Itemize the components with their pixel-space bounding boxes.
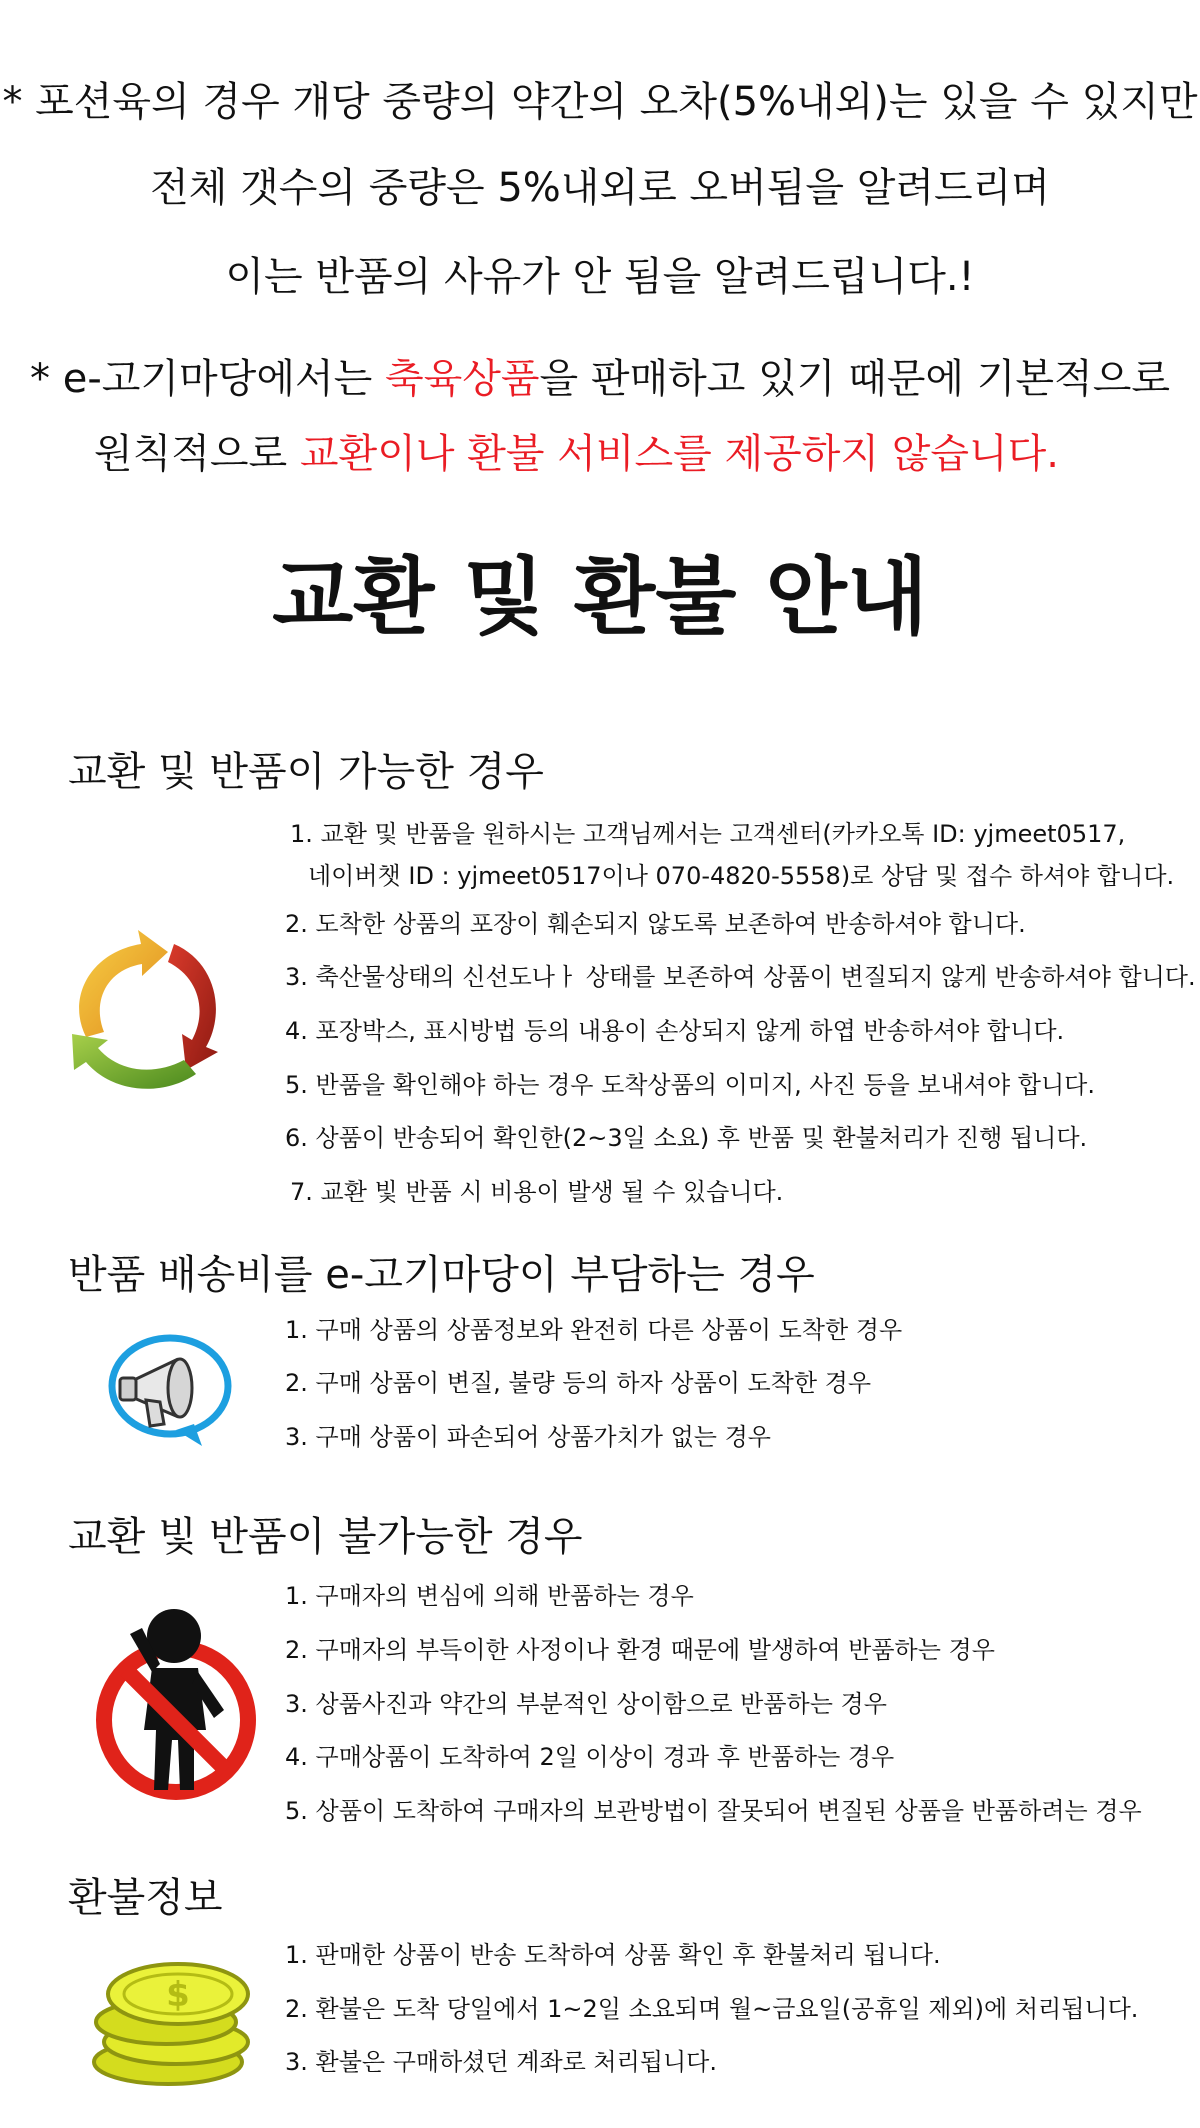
notice-line-1: * 포션육의 경우 개당 중량의 약간의 오차(5%내외)는 있을 수 있지만 xyxy=(2,79,1198,125)
list-item: 3. 구매 상품이 파손되어 상품가치가 없는 경우 xyxy=(285,1423,771,1451)
recycle-arrows-icon xyxy=(56,922,236,1102)
list-item: 1. 구매자의 변심에 의해 반품하는 경우 xyxy=(285,1582,694,1610)
list-item: 5. 반품을 확인해야 하는 경우 도착상품의 이미지, 사진 등을 보내셔야 합니다. xyxy=(285,1071,1095,1099)
svg-text:$: $ xyxy=(166,1975,190,2015)
notice-line-2: 전체 갯수의 중량은 5%내외로 오버됨을 알려드리며 xyxy=(150,165,1050,211)
list-item: 5. 상품이 도착하여 구매자의 보관방법이 잘못되어 변질된 상품을 반품하려는 경우 xyxy=(285,1797,1142,1825)
no-person-icon xyxy=(94,1600,264,1800)
list-item: 6. 상품이 반송되어 확인한(2~3일 소요) 후 반품 및 환불처리가 진행 됩니다. xyxy=(285,1124,1088,1152)
list-item: 7. 교환 빛 반품 시 비용이 발생 될 수 있습니다. xyxy=(290,1178,784,1206)
section-heading-exchange: 교환 및 반품이 가능한 경우 xyxy=(68,749,544,795)
section-heading-refund: 환불정보 xyxy=(68,1875,223,1921)
section-heading-impossible: 교환 빛 반품이 불가능한 경우 xyxy=(68,1514,583,1560)
list-item: 4. 포장박스, 표시방법 등의 내용이 손상되지 않게 하엽 반송하셔야 합니다. xyxy=(285,1017,1065,1045)
list-item: 2. 도착한 상품의 포장이 훼손되지 않도록 보존하여 반송하셔야 합니다. xyxy=(285,910,1026,938)
list-item: 2. 구매 상품이 변질, 불량 등의 하자 상품이 도착한 경우 xyxy=(285,1369,872,1397)
list-item: 2. 구매자의 부득이한 사정이나 환경 때문에 발생하여 반품하는 경우 xyxy=(285,1636,995,1664)
list-item: 1. 판매한 상품이 반송 도착하여 상품 확인 후 환불처리 됩니다. xyxy=(285,1941,941,1969)
page-title: 교환 및 환불 안내 xyxy=(272,548,928,646)
list-item: 4. 구매상품이 도착하여 2일 이상이 경과 후 반품하는 경우 xyxy=(285,1743,895,1771)
coins-stack-icon xyxy=(86,1950,266,2090)
notice-highlight-no-refund: 교환이나 환불 서비스를 제공하지 않습니다. xyxy=(299,431,1060,477)
list-item: 3. 환불은 구매하셨던 계좌로 처리됩니다. xyxy=(285,2048,717,2076)
list-item: 3. 축산물상태의 신선도나ㅏ 상태를 보존하여 상품이 변질되지 않게 반송하셔야 합니다. xyxy=(285,963,1196,991)
list-item: 1. 교환 및 반품을 원하시는 고객님께서는 고객센터(카카오톡 ID: yjmeet0517, xyxy=(290,820,1126,848)
list-item: 3. 상품사진과 약간의 부분적인 상이함으로 반품하는 경우 xyxy=(285,1690,887,1718)
list-item: 2. 환불은 도착 당일에서 1~2일 소요되며 월~금요일(공휴일 제외)에 처리됩니다. xyxy=(285,1995,1139,2023)
notice-highlight-livestock: 축육상품 xyxy=(384,356,540,402)
list-item: 네이버챗 ID : yjmeet0517이나 070-4820-5558)로 상담 및 접수 하셔야 합니다. xyxy=(308,862,1175,890)
list-item: 1. 구매 상품의 상품정보와 완전히 다른 상품이 도착한 경우 xyxy=(285,1316,903,1344)
notice-line-5: 원칙적으로 교환이나 환불 서비스를 제공하지 않습니다. xyxy=(94,431,1060,477)
megaphone-icon xyxy=(106,1330,236,1450)
section-heading-shipping: 반품 배송비를 e-고기마당이 부담하는 경우 xyxy=(68,1252,815,1298)
notice-line-3: 이는 반품의 사유가 안 됨을 알려드립니다.! xyxy=(225,254,975,300)
notice-line-4: * e-고기마당에서는 축육상품을 판매하고 있기 때문에 기본적으로 xyxy=(30,356,1170,402)
